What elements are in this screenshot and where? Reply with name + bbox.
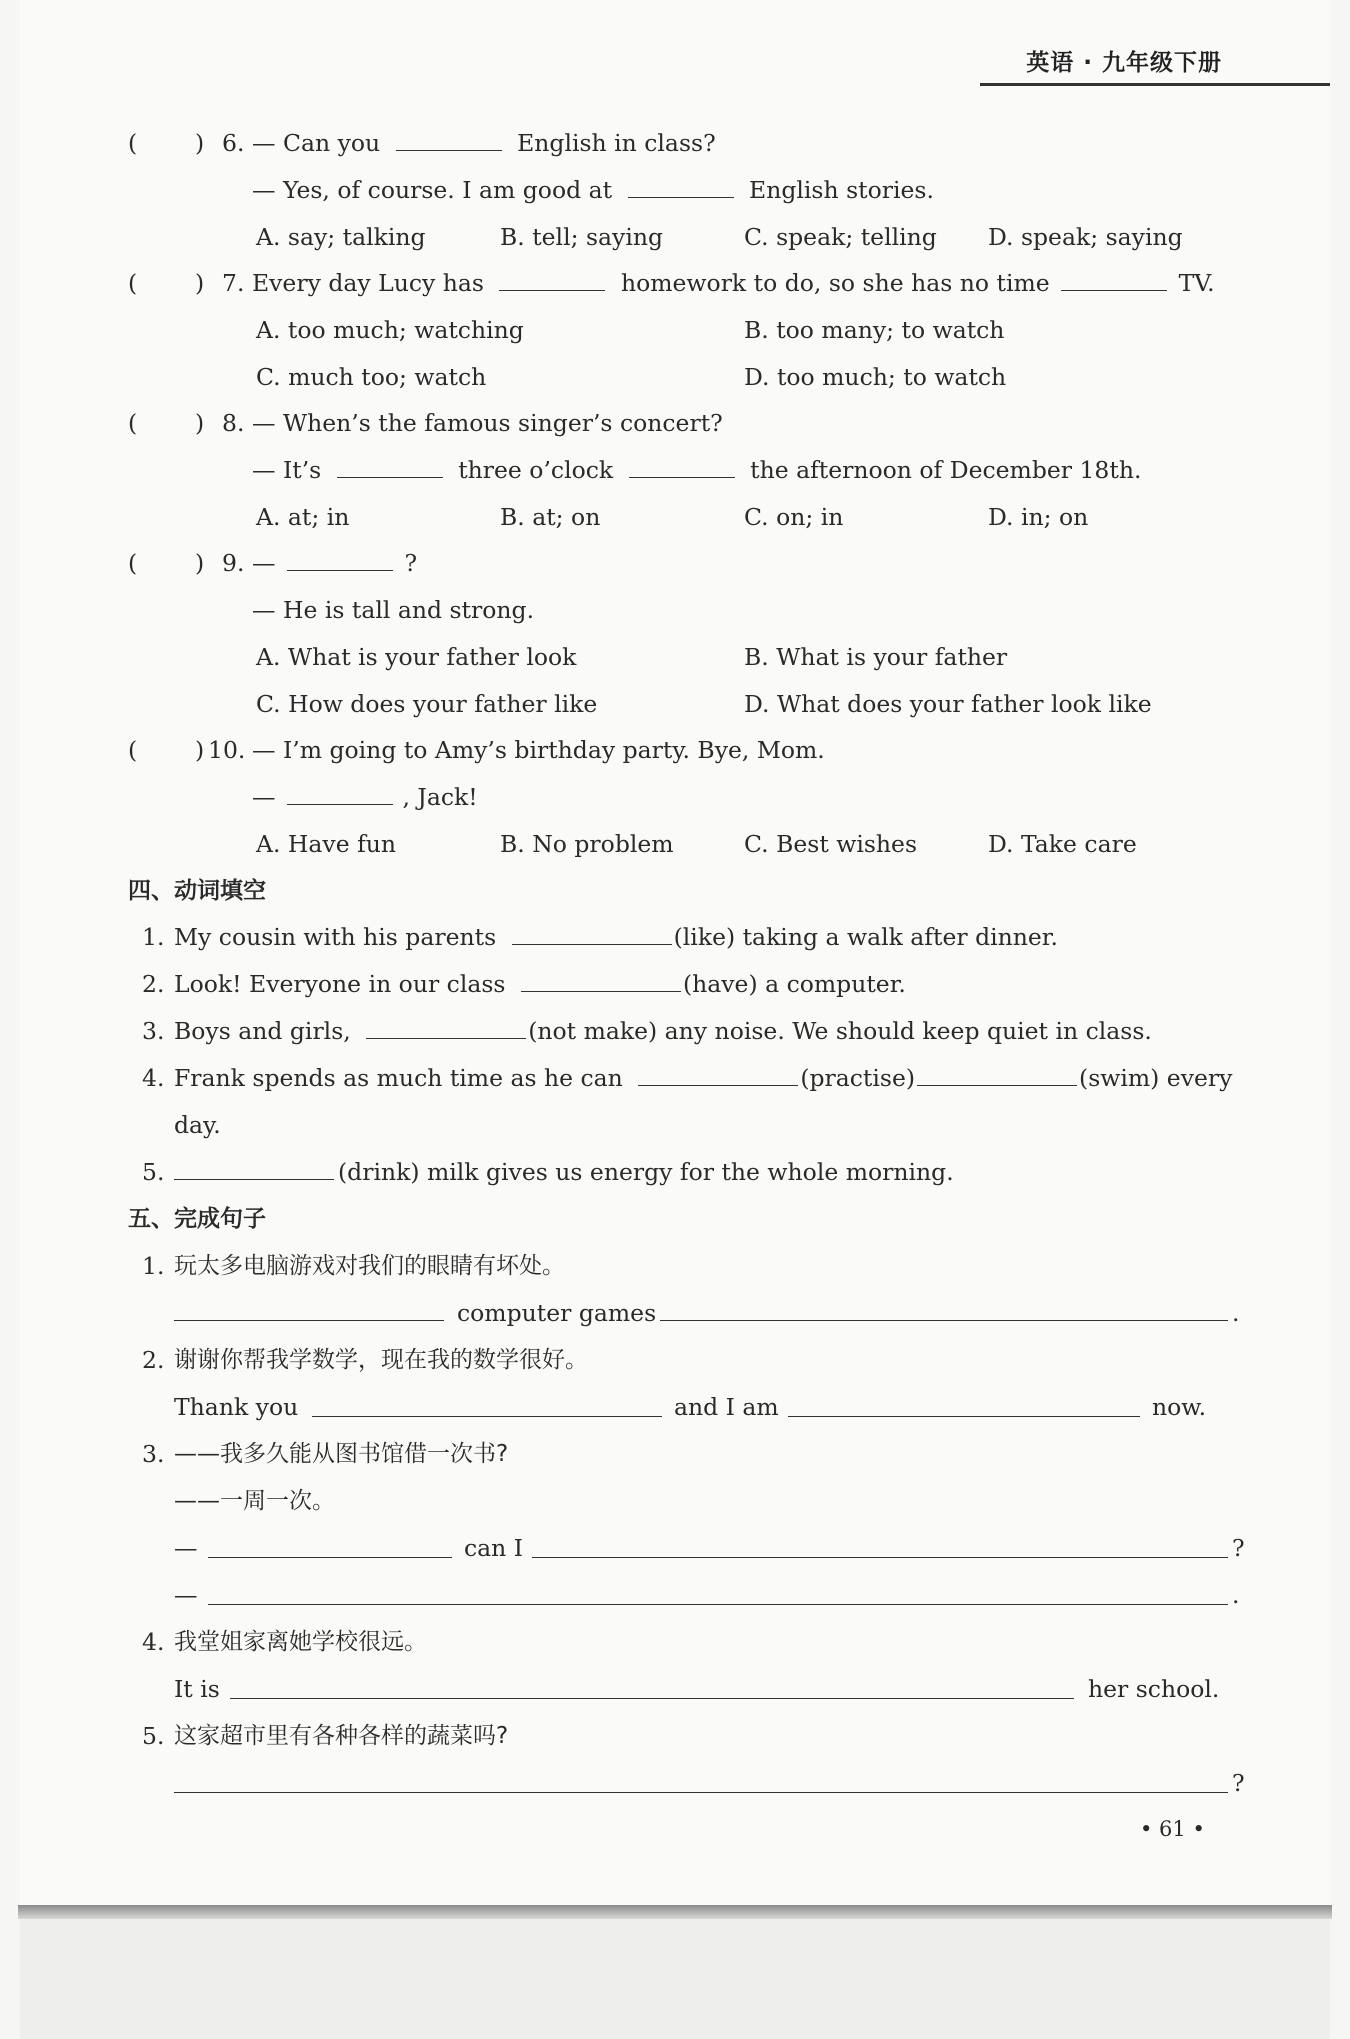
item-text: (swim) every: [1079, 1064, 1233, 1092]
given-words: It is: [174, 1675, 220, 1703]
question-number: 8.: [222, 409, 245, 437]
item-number: 3.: [142, 1440, 165, 1468]
answer-paren-open: (: [128, 409, 138, 437]
answer-blank[interactable]: [287, 548, 393, 571]
answer-blank[interactable]: [174, 1157, 334, 1180]
item-text: Frank spends as much time as he can: [174, 1064, 623, 1092]
answer-blank[interactable]: [628, 175, 734, 198]
question-line: [252, 782, 478, 812]
answer-paren-close: ): [195, 409, 205, 437]
answer-blank[interactable]: [396, 128, 502, 151]
option-a[interactable]: A. too much; watching: [256, 316, 524, 344]
item-text: Boys and girls,: [174, 1017, 351, 1045]
fill-line: [174, 1157, 954, 1187]
item-text: Look! Everyone in our class: [174, 970, 506, 998]
question-text: — It’s: [252, 456, 322, 484]
question-text: the afternoon of December 18th.: [750, 456, 1142, 484]
chinese-prompt: 谢谢你帮我学数学，现在我的数学很好。: [174, 1347, 588, 1373]
question-text: TV.: [1178, 269, 1215, 297]
page-header-title: 英语 · 九年级下册: [1026, 50, 1222, 76]
answer-blank[interactable]: [521, 969, 681, 992]
question-number: 6.: [222, 129, 245, 157]
option-a[interactable]: A. What is your father look: [256, 643, 577, 671]
fill-line: [174, 922, 1058, 952]
answer-line[interactable]: [312, 1416, 662, 1417]
question-text: —: [252, 783, 276, 811]
question-line: — I’m going to Amy’s birthday party. Bye, Mom.: [252, 736, 825, 764]
chinese-prompt: 这家超市里有各种各样的蔬菜吗?: [174, 1723, 509, 1749]
question-text: English stories.: [749, 176, 934, 204]
fill-line: [174, 1016, 1152, 1046]
item-number: 4.: [142, 1064, 165, 1092]
answer-paren-open: (: [128, 129, 138, 157]
answer-line[interactable]: [208, 1557, 452, 1558]
question-text: English in class?: [517, 129, 716, 157]
item-text: (have) a computer.: [682, 970, 906, 998]
question-text: — Can you: [252, 129, 381, 157]
item-number: 1.: [142, 923, 165, 951]
question-text: — Yes, of course. I am good at: [252, 176, 613, 204]
header-rule: [980, 83, 1330, 86]
question-text: Every day Lucy has: [252, 269, 484, 297]
item-text: My cousin with his parents: [174, 923, 497, 951]
given-words: and I am: [674, 1393, 779, 1421]
answer-paren-open: (: [128, 549, 138, 577]
item-number: 3.: [142, 1017, 165, 1045]
option-a[interactable]: A. Have fun: [256, 830, 397, 858]
option-c[interactable]: C. speak; telling: [744, 223, 937, 251]
scan-margin: [20, 1919, 1330, 2039]
question-line: [252, 268, 1215, 298]
option-b[interactable]: B. at; on: [500, 503, 601, 531]
answer-blank[interactable]: [512, 922, 672, 945]
answer-paren-close: ): [195, 129, 205, 157]
section-title: 四、动词填空: [128, 878, 266, 904]
answer-blank[interactable]: [629, 455, 735, 478]
given-words: can I: [464, 1534, 524, 1562]
answer-line[interactable]: [208, 1604, 1228, 1605]
option-d[interactable]: D. What does your father look like: [744, 690, 1152, 718]
item-number: 5.: [142, 1158, 165, 1186]
item-number: 1.: [142, 1252, 165, 1280]
question-line: [252, 455, 1141, 485]
item-text: (practise): [800, 1064, 916, 1092]
question-text: three o’clock: [458, 456, 614, 484]
given-words: Thank you: [174, 1393, 299, 1421]
chinese-prompt: ——一周一次。: [174, 1488, 335, 1514]
sentence-end: .: [1232, 1581, 1240, 1609]
option-d[interactable]: D. speak; saying: [988, 223, 1183, 251]
sentence-end: her school.: [1088, 1675, 1220, 1703]
answer-line[interactable]: [660, 1320, 1228, 1321]
question-line: [252, 128, 716, 158]
answer-blank[interactable]: [638, 1063, 798, 1086]
fill-line-continued: day.: [174, 1111, 221, 1139]
option-c[interactable]: C. Best wishes: [744, 830, 918, 858]
fill-line: [174, 969, 906, 999]
answer-line[interactable]: [174, 1792, 1228, 1793]
item-number: 2.: [142, 1346, 165, 1374]
question-number: 10.: [208, 736, 246, 764]
answer-blank[interactable]: [337, 455, 443, 478]
option-d[interactable]: D. in; on: [988, 503, 1089, 531]
chinese-prompt: 我堂姐家离她学校很远。: [174, 1629, 427, 1655]
answer-blank[interactable]: [366, 1016, 526, 1039]
answer-blank[interactable]: [499, 268, 605, 291]
option-d[interactable]: D. too much; to watch: [744, 363, 1007, 391]
question-line: — When’s the famous singer’s concert?: [252, 409, 723, 437]
question-text: —: [252, 549, 276, 577]
question-number: 9.: [222, 549, 245, 577]
question-line: — He is tall and strong.: [252, 596, 535, 624]
answer-line[interactable]: [532, 1557, 1228, 1558]
question-text: , Jack!: [402, 783, 478, 811]
answer-paren-close: ): [195, 736, 205, 764]
section-title: 五、完成句子: [128, 1206, 266, 1232]
sentence-end: .: [1232, 1299, 1240, 1327]
question-line: [252, 548, 417, 578]
sentence-end: now.: [1152, 1393, 1207, 1421]
answer-blank[interactable]: [287, 782, 393, 805]
dash: —: [174, 1581, 198, 1609]
item-number: 5.: [142, 1722, 165, 1750]
item-number: 2.: [142, 970, 165, 998]
option-b[interactable]: B. What is your father: [744, 643, 1008, 671]
item-text: (like) taking a walk after dinner.: [673, 923, 1058, 951]
page-number: • 61 •: [1140, 1817, 1205, 1841]
option-b[interactable]: B. too many; to watch: [744, 316, 1005, 344]
chinese-prompt: ——我多久能从图书馆借一次书?: [174, 1441, 509, 1467]
answer-paren-close: ): [195, 269, 205, 297]
option-a[interactable]: A. at; in: [256, 503, 350, 531]
question-number: 7.: [222, 269, 245, 297]
sentence-end: ?: [1232, 1769, 1245, 1797]
answer-paren-open: (: [128, 269, 138, 297]
question-line: [252, 175, 934, 205]
sentence-end: ?: [1232, 1534, 1245, 1562]
chinese-prompt: 玩太多电脑游戏对我们的眼睛有坏处。: [174, 1253, 565, 1279]
item-text: (not make) any noise. We should keep quiet in class.: [528, 1017, 1152, 1045]
answer-line[interactable]: [174, 1320, 444, 1321]
given-words: computer games: [457, 1299, 657, 1327]
option-c[interactable]: C. on; in: [744, 503, 844, 531]
option-a[interactable]: A. say; talking: [256, 223, 426, 251]
option-c[interactable]: C. How does your father like: [256, 690, 598, 718]
option-d[interactable]: D. Take care: [988, 830, 1137, 858]
fill-line: [174, 1063, 1232, 1093]
answer-line[interactable]: [230, 1698, 1074, 1699]
option-b[interactable]: B. tell; saying: [500, 223, 664, 251]
answer-line[interactable]: [788, 1416, 1140, 1417]
item-number: 4.: [142, 1628, 165, 1656]
answer-paren-close: ): [195, 549, 205, 577]
question-text: ?: [404, 549, 418, 577]
answer-paren-open: (: [128, 736, 138, 764]
option-c[interactable]: C. much too; watch: [256, 363, 487, 391]
dash: —: [174, 1534, 198, 1562]
answer-blank[interactable]: [917, 1063, 1077, 1086]
page-edge-shadow: [18, 1905, 1332, 1919]
item-text: (drink) milk gives us energy for the whole morning.: [338, 1158, 954, 1186]
option-b[interactable]: B. No problem: [500, 830, 674, 858]
question-text: homework to do, so she has no time: [620, 269, 1050, 297]
answer-blank[interactable]: [1061, 268, 1167, 291]
